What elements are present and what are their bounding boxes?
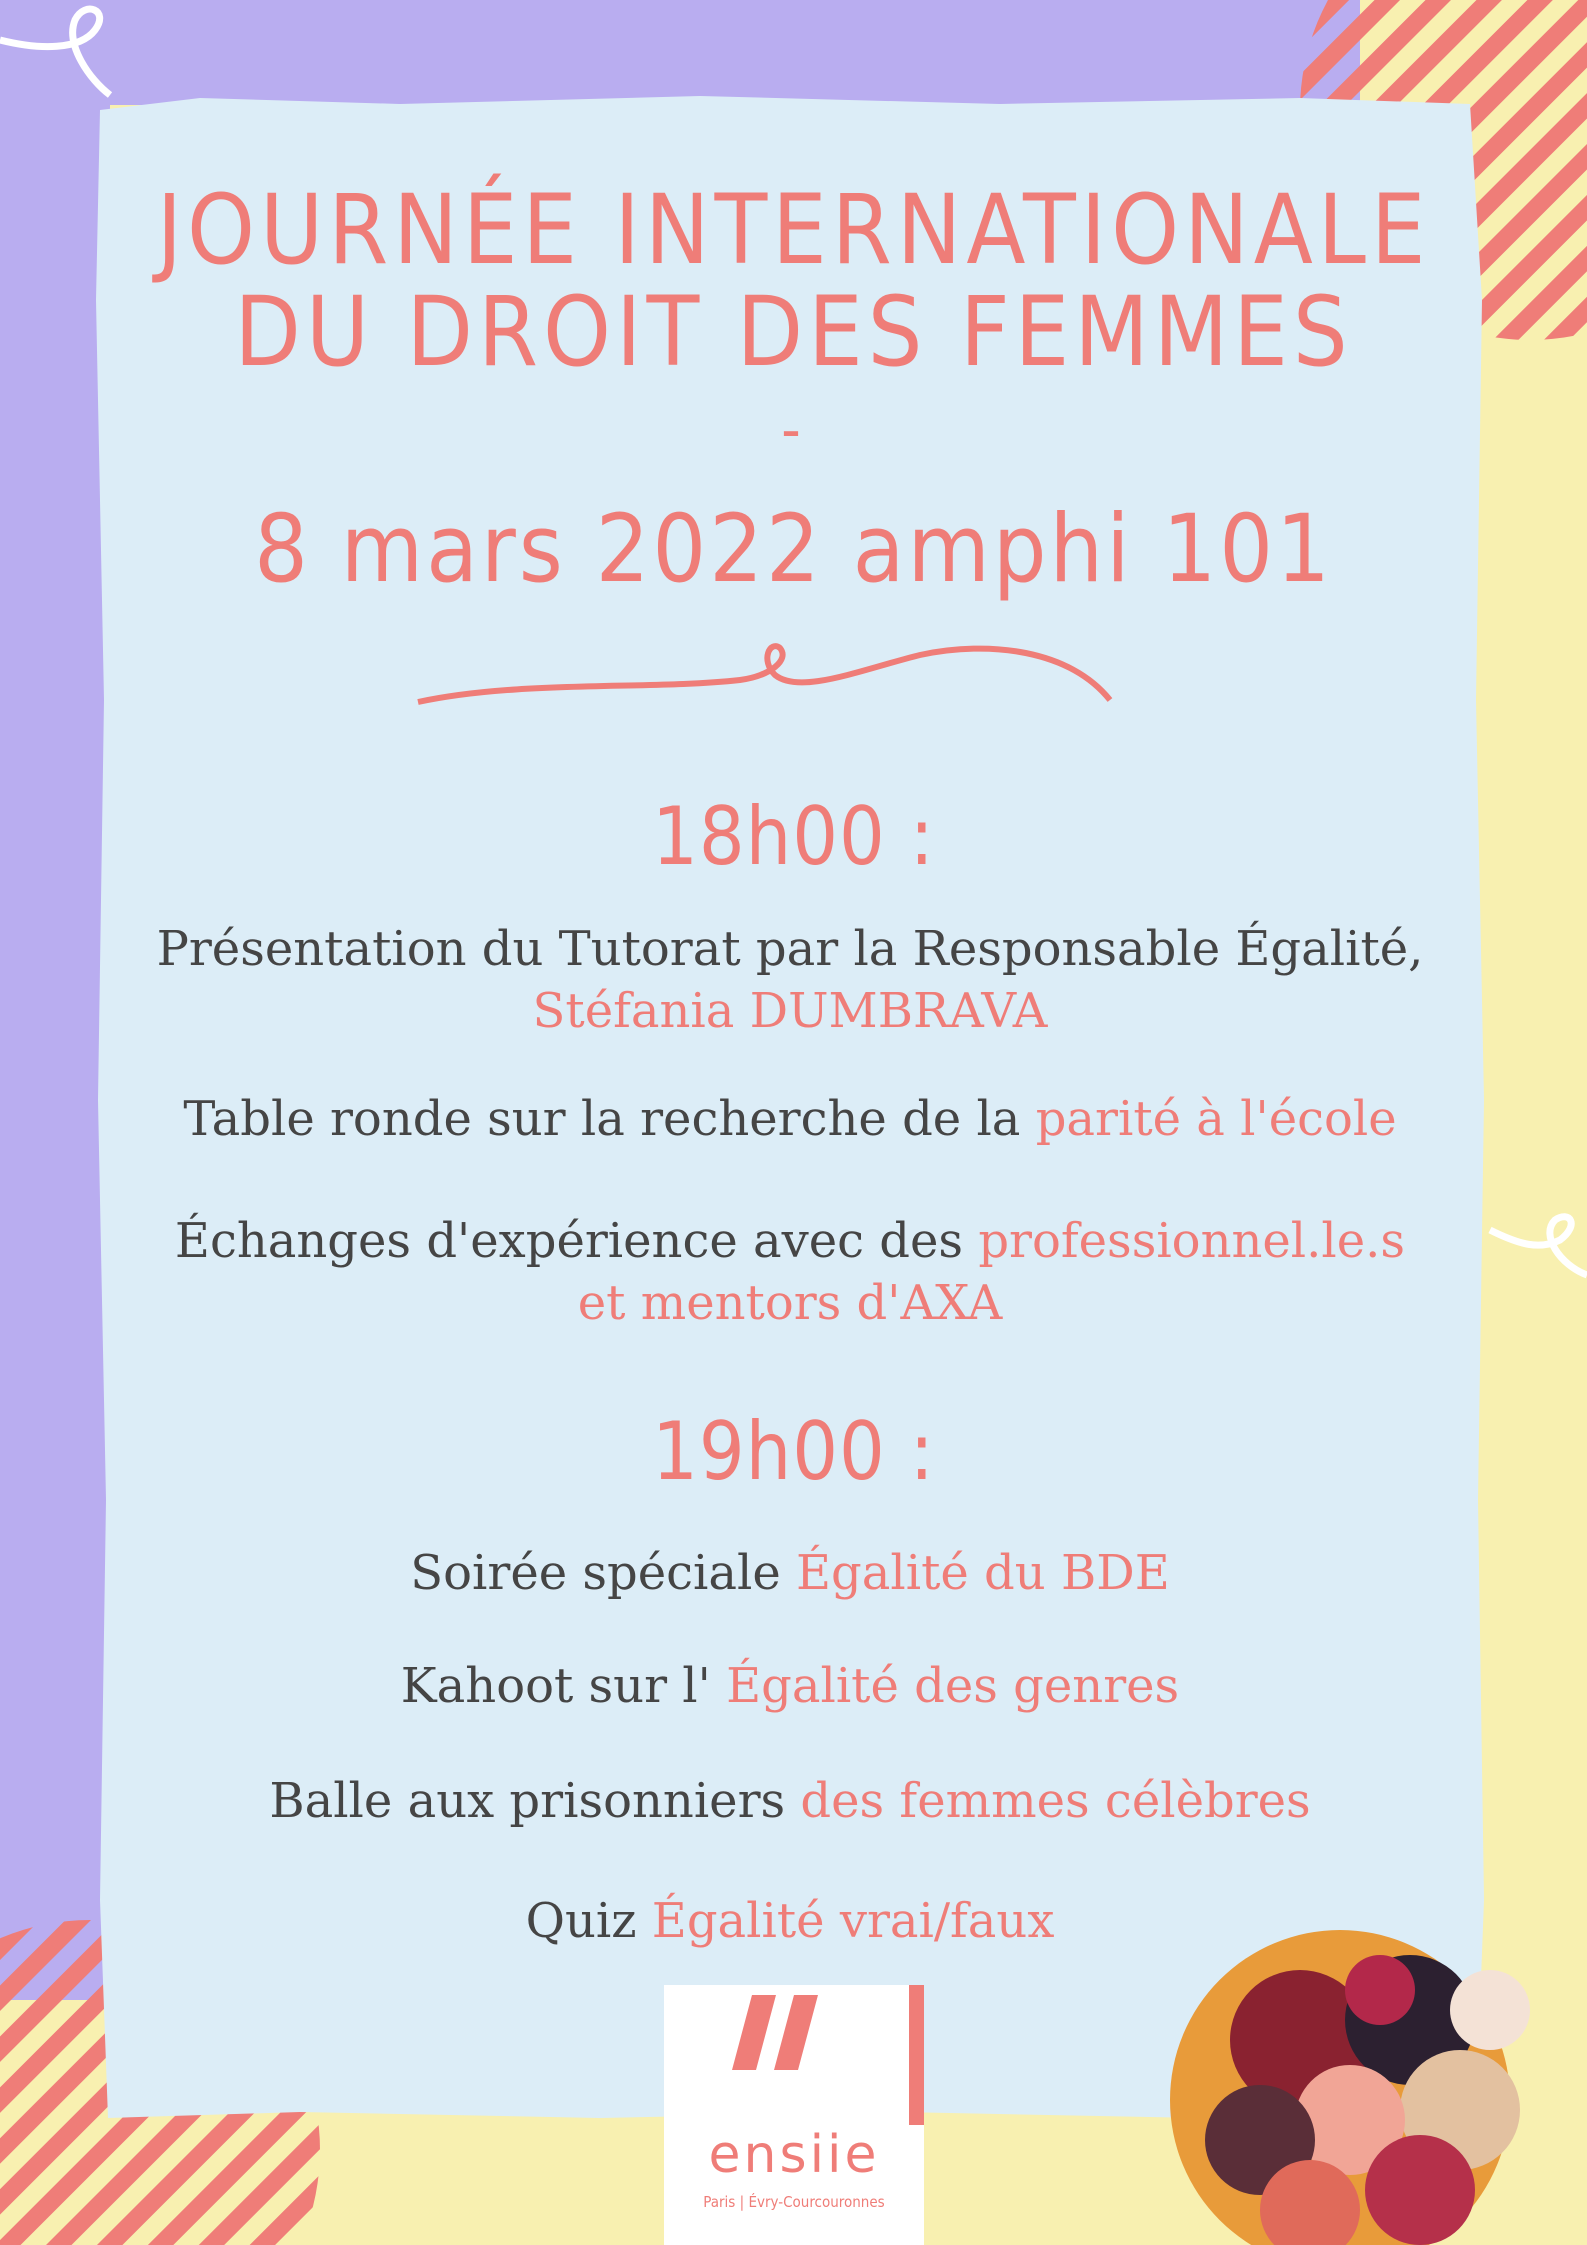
session-2-time: 19h00 :	[652, 1405, 935, 1498]
title-dash: -	[781, 395, 806, 465]
session-1-item-1	[60, 918, 1520, 1042]
item-text: Table ronde sur la recherche de la	[183, 1091, 1036, 1147]
title-line-1: JOURNÉE INTERNATIONALE	[156, 174, 1431, 286]
logo-quote-marks-icon	[664, 1985, 924, 2125]
logo-subtitle: Paris | Évry-Courcouronnes	[703, 2193, 885, 2211]
item-highlight: des femmes célèbres	[800, 1773, 1311, 1829]
title-line-2: DU DROIT DES FEMMES	[234, 276, 1353, 388]
item-text: Présentation du Tutorat par la Responsable Égalité,	[156, 921, 1424, 977]
logo-name: ensiie	[708, 2125, 880, 2185]
item-highlight: professionnel.le.s	[978, 1213, 1406, 1269]
item-highlight-2: et mentors d'AXA	[577, 1275, 1003, 1331]
session-1-item-2	[60, 1088, 1520, 1150]
session-1-item-3	[60, 1210, 1520, 1334]
item-text: Échanges d'expérience avec des	[174, 1213, 979, 1269]
event-date: 8 mars 2022 amphi 101	[254, 495, 1333, 604]
item-text: Balle aux prisonniers	[269, 1773, 801, 1829]
item-highlight: Égalité vrai/faux	[651, 1893, 1055, 1949]
item-highlight: Égalité du BDE	[796, 1545, 1170, 1601]
item-text: Kahoot sur l'	[400, 1658, 727, 1714]
session-2-item-3	[60, 1770, 1520, 1832]
ensiie-logo	[664, 1985, 924, 2245]
item-text: Soirée spéciale	[410, 1545, 797, 1601]
item-text: Quiz	[525, 1893, 652, 1949]
session-1-time: 18h00 :	[652, 790, 935, 883]
women-illustration	[1170, 1930, 1530, 2245]
session-2-item-4	[60, 1890, 1520, 1952]
session-2-item-2	[60, 1655, 1520, 1717]
item-highlight: Stéfania DUMBRAVA	[532, 983, 1048, 1039]
item-highlight: Égalité des genres	[726, 1658, 1180, 1714]
item-highlight: parité à l'école	[1035, 1091, 1397, 1147]
session-2-item-1	[60, 1542, 1520, 1604]
